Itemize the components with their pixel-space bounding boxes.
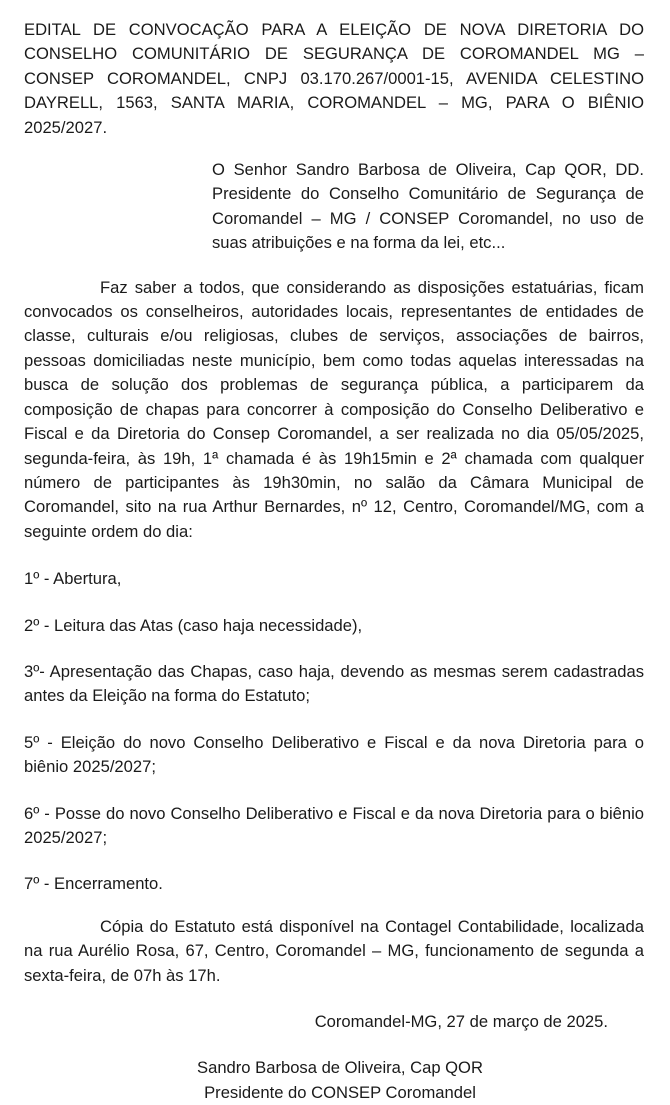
agenda-item: 3º- Apresentação das Chapas, caso haja, devendo as mesmas serem cadastradas antes da Eleição na forma do Estatuto;: [24, 661, 644, 706]
agenda-item: 7º - Encerramento.: [24, 874, 163, 894]
signature-role: Presidente do CONSEP Coromandel: [204, 1082, 476, 1102]
signature-block: [24, 1056, 644, 1105]
agenda-item: 2º - Leitura das Atas (caso haja necessidade),: [24, 615, 363, 635]
preamble-paragraph: O Senhor Sandro Barbosa de Oliveira, Cap QOR, DD. Presidente do Conselho Comunitário de Segurança de Coromandel – MG / CONSEP Coromandel, no uso de suas atribuições e na forma da lei, etc...: [212, 160, 644, 253]
statute-copy-note: Cópia do Estatuto está disponível na Contagel Contabilidade, localizada na rua Aurélio Rosa, 67, Centro, Coromandel – MG, funcionamento de segunda a sexta-feira, de 07h às 17h.: [24, 916, 644, 985]
agenda-item: 5º - Eleição do novo Conselho Deliberativo e Fiscal e da nova Diretoria para o biênio 2025/2027;: [24, 732, 644, 777]
document-title: EDITAL DE CONVOCAÇÃO PARA A ELEIÇÃO DE NOVA DIRETORIA DO CONSELHO COMUNITÁRIO DE SEGURANÇA DE COROMANDEL MG – CONSEP COROMANDEL, CNPJ 03.170.267/0001-15, AVENIDA CELESTINO DAYRELL, 1563, SANTA MARIA, COROMANDEL – MG, PARA O BIÊNIO 2025/2027.: [24, 20, 644, 137]
date-line: Coromandel-MG, 27 de março de 2025.: [314, 1012, 608, 1031]
agenda-list: [24, 567, 644, 897]
agenda-item: 6º - Posse do novo Conselho Deliberativo e Fiscal e da nova Diretoria para o biênio 2025/2027;: [24, 803, 644, 847]
convocation-paragraph: Faz saber a todos, que considerando as disposições estatuárias, ficam convocados os conselheiros, autoridades locais, representantes de entidades de classe, culturais e/ou religiosas, clubes de serviços, associações de bairros, pessoas domiciliadas neste município, bem como todas aquelas interessadas na busca de solução dos problemas de segurança pública, a participarem da composição de chapas para concorrer à composição do Conselho Deliberativo e Fiscal e da Diretoria do Consep Coromandel, a ser realizada no dia 05/05/2025, segunda-feira, às 19h, 1ª chamada é às 19h15min e 2ª chamada com qualquer número de participantes às 19h30min, no salão da Câmara Municipal de Coromandel, sito na rua Arthur Bernardes, nº 12, Centro, Coromandel/MG, com a seguinte ordem do dia:: [24, 277, 644, 541]
signature-name: Sandro Barbosa de Oliveira, Cap QOR: [197, 1058, 483, 1078]
agenda-item: 1º - Abertura,: [24, 569, 122, 589]
